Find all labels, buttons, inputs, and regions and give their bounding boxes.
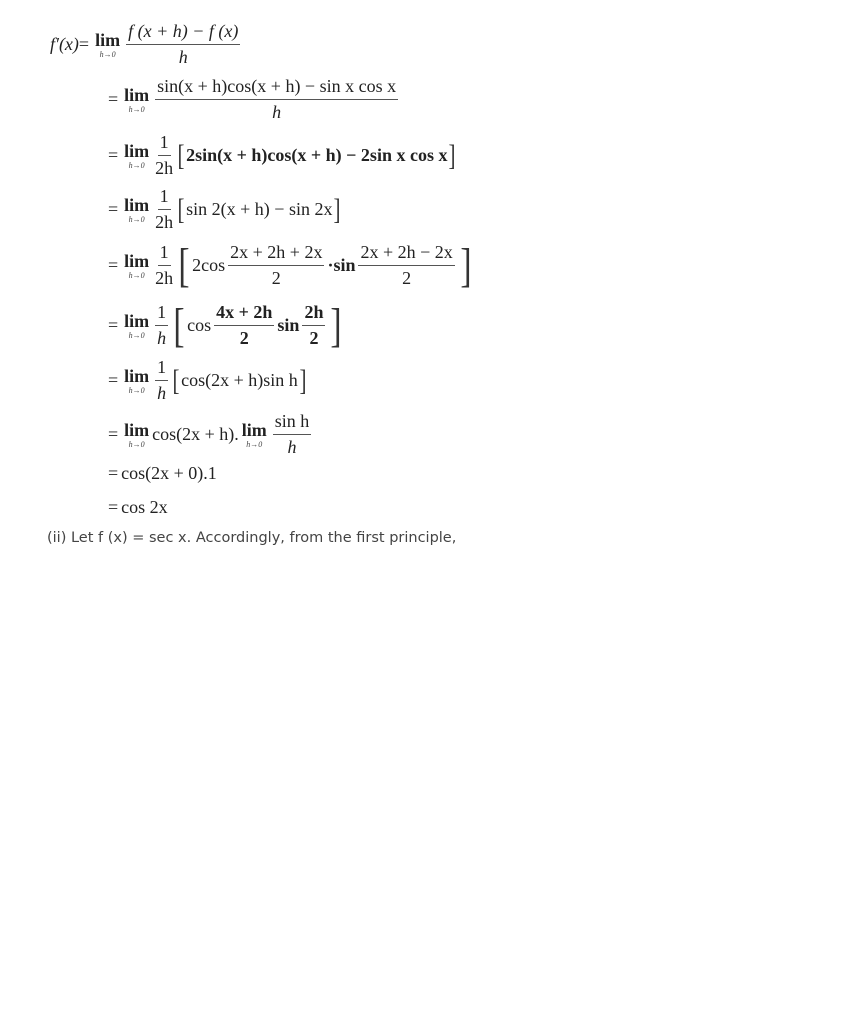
expression: cos(2x + h).: [152, 424, 239, 445]
expression: cos 2x: [121, 497, 168, 517]
equals: =: [108, 497, 119, 517]
lhs: f′(x): [50, 34, 79, 55]
limit: [124, 312, 149, 340]
numerator: f (x + h) − f (x): [126, 22, 240, 45]
denominator: 2: [402, 267, 412, 288]
expression: cos(2x + h)sin h: [181, 370, 298, 391]
equation-line-1: [50, 22, 243, 68]
numerator: 1: [158, 187, 171, 210]
lim-label: lim: [95, 29, 121, 50]
lim-label: lim: [124, 140, 150, 161]
limit: [242, 421, 267, 449]
left-bracket: [: [173, 299, 185, 352]
expression: cos(2x + 0).1: [121, 463, 217, 483]
equation-line-2: [108, 77, 401, 123]
lim-label: lim: [124, 365, 150, 386]
fraction: [155, 187, 173, 233]
fraction: [273, 412, 312, 458]
denominator: 2h: [155, 157, 174, 178]
limit: [95, 31, 120, 59]
equation-line-9: [108, 463, 217, 484]
denominator: 2h: [155, 211, 174, 232]
equation-line-4: [108, 187, 342, 233]
right-bracket: ]: [448, 138, 456, 172]
limit: [124, 86, 149, 114]
equation-line-6: [108, 298, 344, 353]
lim-sub: h→0: [128, 385, 145, 395]
right-bracket: ]: [333, 192, 341, 226]
fraction: [302, 303, 325, 349]
fraction: [358, 243, 454, 289]
left-bracket: [: [172, 363, 180, 397]
limit: [124, 367, 149, 395]
numerator: 4x + 2h: [214, 303, 274, 326]
fraction: [155, 358, 168, 404]
left-bracket: [: [178, 239, 190, 292]
expression: 2sin(x + h)cos(x + h) − 2sin x cos x: [186, 145, 448, 166]
denominator: 2h: [155, 267, 174, 288]
equation-line-5: [108, 238, 474, 293]
denominator: h: [157, 382, 167, 403]
fraction: [126, 22, 240, 68]
lim-sub: h→0: [128, 270, 145, 280]
lim-sub: h→0: [246, 439, 263, 449]
equals: =: [108, 199, 119, 220]
equation-line-7: [108, 358, 308, 404]
denominator: h: [178, 46, 188, 67]
numerator: 1: [158, 133, 171, 156]
right-bracket: ]: [330, 299, 343, 352]
equation-line-3: [108, 133, 457, 179]
lim-sub: h→0: [128, 439, 145, 449]
numerator: 1: [155, 303, 168, 326]
denominator: 2: [309, 327, 319, 348]
limit: [124, 252, 149, 280]
numerator: sin(x + h)cos(x + h) − sin x cos x: [155, 77, 398, 100]
lim-label: lim: [124, 84, 150, 105]
cos-term: cos: [187, 315, 212, 335]
lim-sub: h→0: [128, 160, 145, 170]
right-bracket: ]: [299, 363, 307, 397]
left-bracket: [: [177, 192, 185, 226]
denominator: h: [157, 327, 167, 348]
equation-line-8: [108, 412, 314, 458]
fraction: [214, 303, 274, 349]
lim-sub: h→0: [128, 330, 145, 340]
numerator: 1: [158, 243, 171, 266]
equals: =: [108, 89, 119, 110]
equation-line-10: [108, 497, 168, 518]
fraction: [228, 243, 324, 289]
lim-label: lim: [124, 194, 150, 215]
fraction: [155, 243, 173, 289]
numerator: 1: [155, 358, 168, 381]
lim-sub: h→0: [128, 104, 145, 114]
fraction: [155, 133, 173, 179]
limit: [124, 421, 149, 449]
numerator: sin h: [273, 412, 312, 435]
sin-term: sin: [277, 315, 300, 335]
denominator: h: [287, 436, 297, 457]
lim-label: lim: [124, 419, 150, 440]
equals: =: [108, 315, 119, 335]
cos-term: 2cos: [192, 255, 226, 275]
numerator: 2x + 2h − 2x: [358, 243, 454, 266]
fraction: [155, 77, 398, 123]
lim-label: lim: [241, 419, 267, 440]
lim-sub: h→0: [99, 49, 116, 59]
left-bracket: [: [177, 138, 185, 172]
sin-term: ·sin: [327, 255, 356, 275]
paragraph-text: (ii) Let f (x) = sec x. Accordingly, from the first principle,: [47, 530, 457, 546]
expression: sin 2(x + h) − sin 2x: [186, 199, 333, 220]
equals: =: [108, 255, 119, 275]
denominator: h: [272, 101, 282, 122]
equals: =: [78, 34, 90, 55]
lim-label: lim: [124, 310, 150, 331]
denominator: 2: [239, 327, 249, 348]
equals: =: [108, 424, 119, 445]
limit: [124, 196, 149, 224]
limit: [124, 142, 149, 170]
lim-sub: h→0: [128, 214, 145, 224]
numerator: 2h: [302, 303, 325, 326]
fraction: [155, 303, 168, 349]
numerator: 2x + 2h + 2x: [228, 243, 324, 266]
denominator: 2: [271, 267, 281, 288]
equals: =: [108, 370, 119, 391]
equals: =: [108, 145, 119, 166]
right-bracket: ]: [460, 239, 472, 292]
equals: =: [108, 463, 119, 483]
lim-label: lim: [124, 250, 150, 271]
